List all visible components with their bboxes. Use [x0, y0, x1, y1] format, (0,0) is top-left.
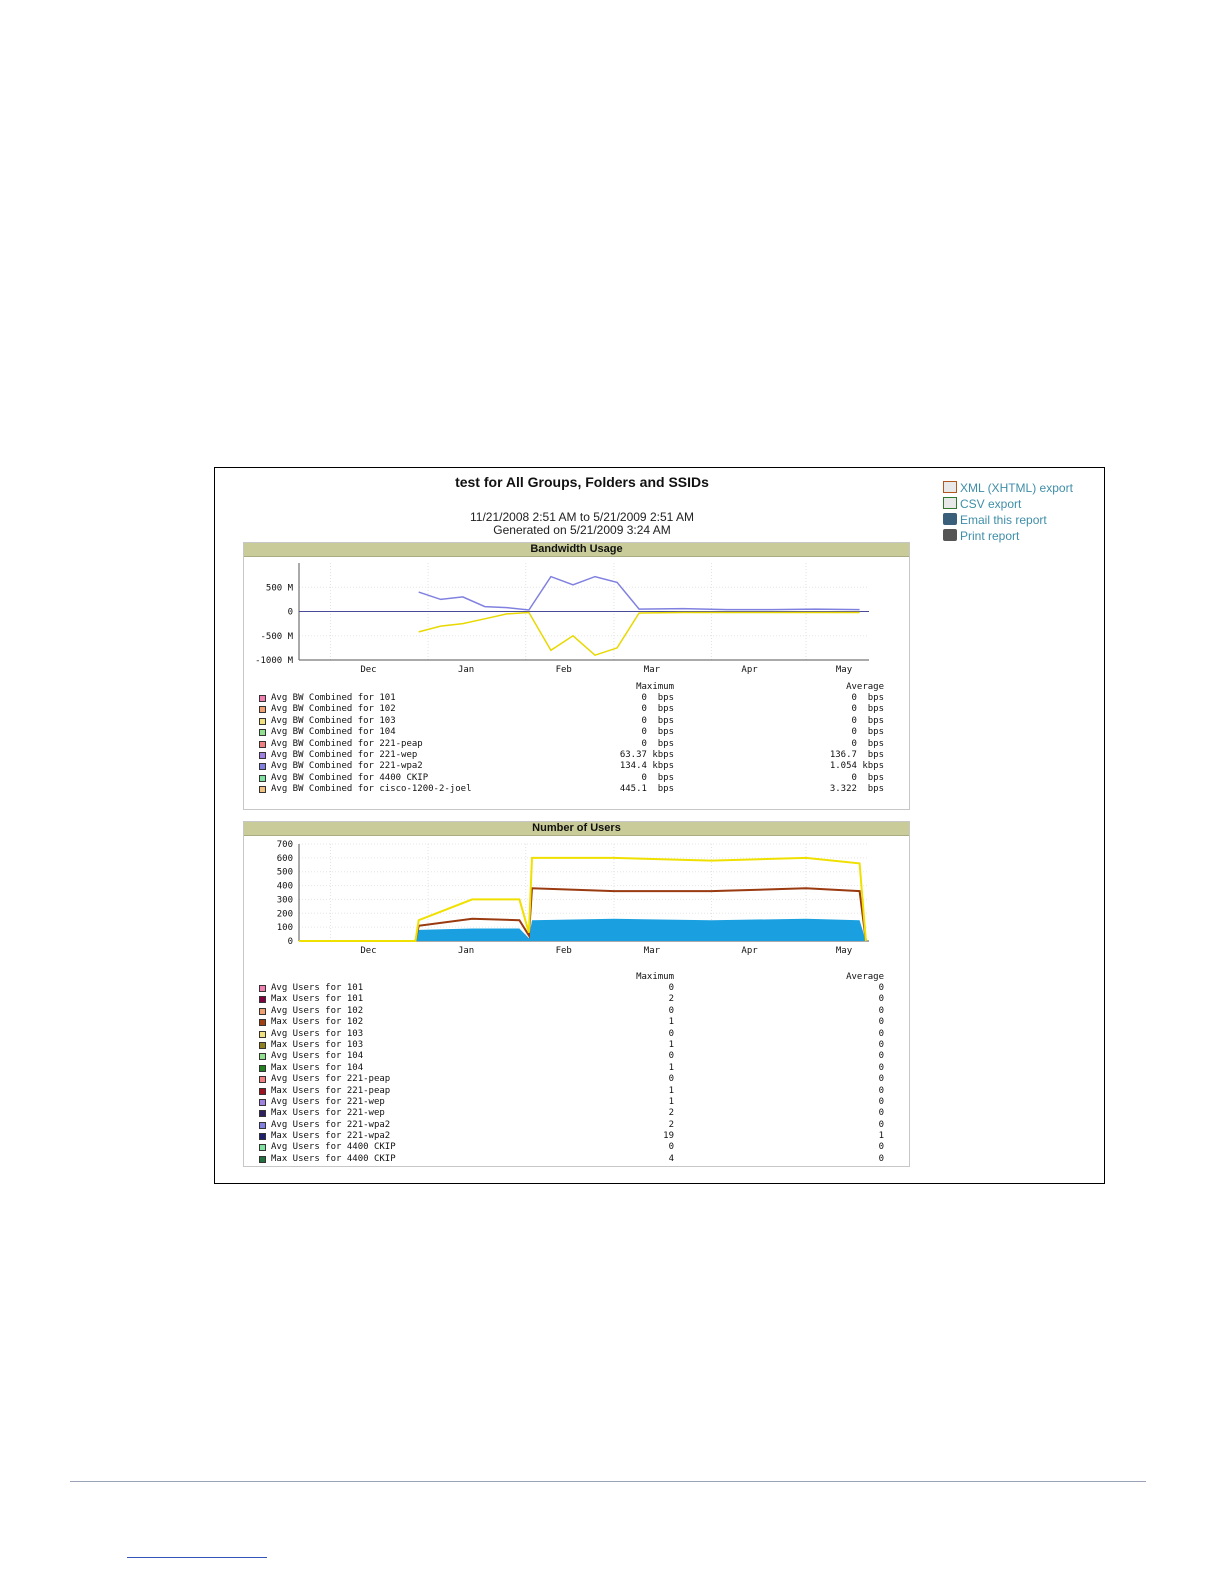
legend-row — [254, 1029, 884, 1040]
legend-avg: 0 bps — [851, 727, 884, 738]
y-tick-label: -500 M — [260, 631, 293, 642]
legend-avg: 0 — [878, 1119, 884, 1130]
legend-max: 0 — [668, 1051, 674, 1062]
legend-swatch — [259, 1076, 266, 1083]
legend-max: 1 — [668, 1017, 674, 1028]
y-tick-label: 700 — [276, 840, 293, 850]
legend-avg: 0 — [878, 1017, 884, 1028]
legend-label: Avg Users for 101 — [271, 983, 364, 993]
legend-avg: 0 — [878, 1074, 884, 1085]
x-tick-label: Mar — [643, 665, 661, 675]
users-legend — [254, 972, 884, 1165]
legend-row — [254, 1063, 884, 1074]
y-tick-label: 500 M — [265, 583, 293, 594]
legend-avg: 0 — [878, 1085, 884, 1096]
x-tick-label: Jan — [457, 946, 475, 956]
report-title: test for All Groups, Folders and SSIDs — [455, 474, 709, 490]
legend-max: 0 bps — [641, 738, 674, 749]
legend-max: 63.37 kbps — [619, 749, 674, 760]
legend-label: Avg BW Combined for 221-wep — [271, 749, 418, 760]
legend-max: 4 — [668, 1153, 674, 1164]
x-tick-label: Apr — [741, 665, 758, 675]
legend-row — [254, 727, 884, 738]
users-avg-header: Average — [846, 972, 884, 982]
legend-row — [254, 1074, 884, 1085]
legend-avg: 0 bps — [851, 715, 884, 726]
legend-swatch — [259, 763, 266, 770]
report-date-range: 11/21/2008 2:51 AM to 5/21/2009 2:51 AM — [470, 510, 694, 524]
legend-avg: 0 — [878, 994, 884, 1005]
email-report-label: Email this report — [960, 513, 1047, 527]
legend-label: Max Users for 102 — [271, 1017, 364, 1028]
bandwidth-legend — [254, 682, 884, 796]
legend-avg: 0 — [878, 1108, 884, 1119]
bandwidth-avg-header: Average — [846, 682, 884, 692]
legend-row — [254, 1142, 884, 1153]
legend-avg: 0 — [878, 1062, 884, 1073]
users-max-header: Maximum — [636, 972, 674, 982]
legend-row — [254, 994, 884, 1005]
y-tick-label: 600 — [276, 853, 293, 864]
legend-max: 0 bps — [641, 727, 674, 738]
x-tick-label: Mar — [643, 946, 661, 956]
y-tick-label: 200 — [276, 909, 293, 920]
y-tick-label: -1000 M — [255, 656, 293, 666]
legend-swatch — [259, 1099, 266, 1106]
legend-row — [254, 983, 884, 994]
legend-max: 2 — [668, 994, 674, 1005]
legend-row — [254, 1120, 884, 1131]
bandwidth-max-header: Maximum — [636, 682, 674, 692]
footer-link-underline — [127, 1557, 267, 1558]
series-area — [299, 919, 866, 941]
legend-swatch — [259, 775, 266, 782]
legend-max: 1 — [668, 1085, 674, 1096]
legend-max: 2 — [668, 1108, 674, 1119]
legend-max: 1 — [668, 1096, 674, 1107]
legend-row — [254, 1086, 884, 1097]
legend-swatch — [259, 1065, 266, 1072]
users-chart — [244, 836, 909, 971]
users-legend-header — [254, 972, 884, 983]
print-report-link[interactable] — [943, 528, 1083, 544]
legend-row — [254, 1017, 884, 1028]
xml-export-link[interactable] — [943, 480, 1083, 496]
report-frame — [214, 467, 1105, 1184]
legend-row — [254, 1131, 884, 1142]
legend-swatch — [259, 1019, 266, 1026]
legend-swatch — [259, 695, 266, 702]
legend-row — [254, 1108, 884, 1119]
legend-label: Max Users for 221-wpa2 — [271, 1131, 391, 1142]
users-panel — [243, 821, 910, 1167]
legend-max: 0 — [668, 983, 674, 993]
y-tick-label: 0 — [287, 607, 293, 618]
legend-avg: 1 — [878, 1131, 884, 1142]
legend-max: 0 bps — [641, 772, 674, 783]
footer-divider — [70, 1481, 1146, 1482]
legend-label: Avg Users for 221-wpa2 — [271, 1119, 391, 1130]
legend-swatch — [259, 718, 266, 725]
legend-row — [254, 761, 884, 772]
legend-label: Max Users for 101 — [271, 994, 364, 1005]
x-tick-label: Feb — [555, 665, 572, 675]
x-tick-label: Dec — [360, 946, 377, 956]
legend-avg: 0 — [878, 1051, 884, 1062]
legend-swatch — [259, 752, 266, 759]
bandwidth-chart — [244, 557, 909, 681]
legend-avg: 1.054 kbps — [829, 761, 884, 772]
legend-row — [254, 1051, 884, 1062]
bandwidth-panel-header: Bandwidth Usage — [244, 543, 909, 557]
print-report-label: Print report — [960, 529, 1020, 543]
y-tick-label: 100 — [276, 923, 293, 934]
legend-row — [254, 693, 884, 704]
legend-row — [254, 1097, 884, 1108]
legend-avg: 0 — [878, 1039, 884, 1050]
legend-avg: 0 — [878, 1005, 884, 1016]
bandwidth-legend-header — [254, 682, 884, 693]
legend-avg: 0 bps — [851, 693, 884, 703]
legend-row — [254, 1154, 884, 1165]
legend-max: 0 bps — [641, 693, 674, 703]
legend-label: Max Users for 103 — [271, 1039, 364, 1050]
legend-swatch — [259, 1110, 266, 1117]
legend-max: 0 bps — [641, 715, 674, 726]
legend-swatch — [259, 1144, 266, 1151]
legend-row — [254, 716, 884, 727]
legend-avg: 0 — [878, 1142, 884, 1153]
legend-max: 445.1 bps — [619, 784, 674, 795]
y-tick-label: 0 — [287, 937, 293, 947]
legend-label: Avg BW Combined for 101 — [271, 693, 396, 703]
legend-max: 1 — [668, 1062, 674, 1073]
legend-avg: 0 bps — [851, 772, 884, 783]
legend-row — [254, 739, 884, 750]
x-tick-label: Apr — [741, 946, 758, 956]
legend-label: Avg Users for 103 — [271, 1028, 364, 1039]
legend-row — [254, 784, 884, 795]
legend-swatch — [259, 786, 266, 793]
series-line — [419, 613, 860, 656]
legend-swatch — [259, 996, 266, 1003]
legend-avg: 0 bps — [851, 704, 884, 715]
legend-max: 2 — [668, 1119, 674, 1130]
xml-document-icon — [943, 481, 957, 493]
legend-label: Avg Users for 221-wep — [271, 1096, 385, 1107]
legend-max: 0 bps — [641, 704, 674, 715]
legend-swatch — [259, 1133, 266, 1140]
legend-row — [254, 1006, 884, 1017]
legend-max: 0 — [668, 1142, 674, 1153]
users-panel-header: Number of Users — [244, 822, 909, 836]
legend-swatch — [259, 706, 266, 713]
legend-avg: 0 bps — [851, 738, 884, 749]
legend-swatch — [259, 1031, 266, 1038]
legend-swatch — [259, 1042, 266, 1049]
legend-max: 0 — [668, 1005, 674, 1016]
legend-avg: 136.7 bps — [829, 749, 884, 760]
legend-row — [254, 750, 884, 761]
legend-label: Max Users for 221-peap — [271, 1085, 391, 1096]
legend-label: Avg Users for 102 — [271, 1005, 364, 1016]
legend-avg: 0 — [878, 983, 884, 993]
legend-row — [254, 1040, 884, 1051]
legend-avg: 0 — [878, 1028, 884, 1039]
legend-max: 0 — [668, 1074, 674, 1085]
legend-max: 0 — [668, 1028, 674, 1039]
legend-label: Avg BW Combined for 221-wpa2 — [271, 761, 423, 772]
legend-swatch — [259, 1008, 266, 1015]
legend-swatch — [259, 1053, 266, 1060]
legend-swatch — [259, 1088, 266, 1095]
legend-label: Avg Users for 104 — [271, 1051, 364, 1062]
legend-label: Max Users for 104 — [271, 1062, 364, 1073]
legend-swatch — [259, 1156, 266, 1163]
x-tick-label: Feb — [555, 946, 572, 956]
x-tick-label: Jan — [457, 665, 475, 675]
report-generated-date: Generated on 5/21/2009 3:24 AM — [493, 523, 671, 537]
xml-export-label: XML (XHTML) export — [960, 481, 1073, 495]
x-tick-label: May — [835, 665, 853, 675]
printer-icon — [943, 529, 957, 541]
legend-label: Avg BW Combined for 102 — [271, 704, 396, 715]
email-icon — [943, 513, 957, 525]
legend-swatch — [259, 985, 266, 992]
legend-label: Avg BW Combined for 4400 CKIP — [271, 772, 429, 783]
legend-label: Avg BW Combined for 104 — [271, 727, 396, 738]
y-tick-label: 500 — [276, 867, 293, 878]
legend-label: Max Users for 221-wep — [271, 1108, 385, 1119]
csv-export-link[interactable] — [943, 496, 1083, 512]
legend-row — [254, 704, 884, 715]
legend-row — [254, 773, 884, 784]
y-tick-label: 400 — [276, 881, 293, 892]
email-report-link[interactable] — [943, 512, 1083, 528]
legend-max: 19 — [663, 1131, 674, 1142]
series-line — [419, 577, 860, 610]
x-tick-label: May — [835, 946, 853, 956]
legend-label: Avg BW Combined for cisco-1200-2-joel — [271, 784, 472, 795]
bandwidth-panel — [243, 542, 910, 810]
csv-export-label: CSV export — [960, 497, 1022, 511]
legend-label: Avg Users for 4400 CKIP — [271, 1142, 396, 1153]
legend-max: 1 — [668, 1039, 674, 1050]
legend-swatch — [259, 1122, 266, 1129]
legend-avg: 3.322 bps — [829, 784, 884, 795]
legend-avg: 0 — [878, 1153, 884, 1164]
legend-max: 134.4 kbps — [619, 761, 674, 772]
report-actions — [943, 480, 1083, 544]
legend-label: Avg BW Combined for 221-peap — [271, 738, 423, 749]
x-tick-label: Dec — [360, 665, 377, 675]
legend-label: Max Users for 4400 CKIP — [271, 1153, 396, 1164]
legend-swatch — [259, 741, 266, 748]
legend-label: Avg Users for 221-peap — [271, 1074, 391, 1085]
legend-label: Avg BW Combined for 103 — [271, 715, 396, 726]
y-tick-label: 300 — [276, 895, 293, 906]
csv-document-icon — [943, 497, 957, 509]
legend-swatch — [259, 729, 266, 736]
legend-avg: 0 — [878, 1096, 884, 1107]
